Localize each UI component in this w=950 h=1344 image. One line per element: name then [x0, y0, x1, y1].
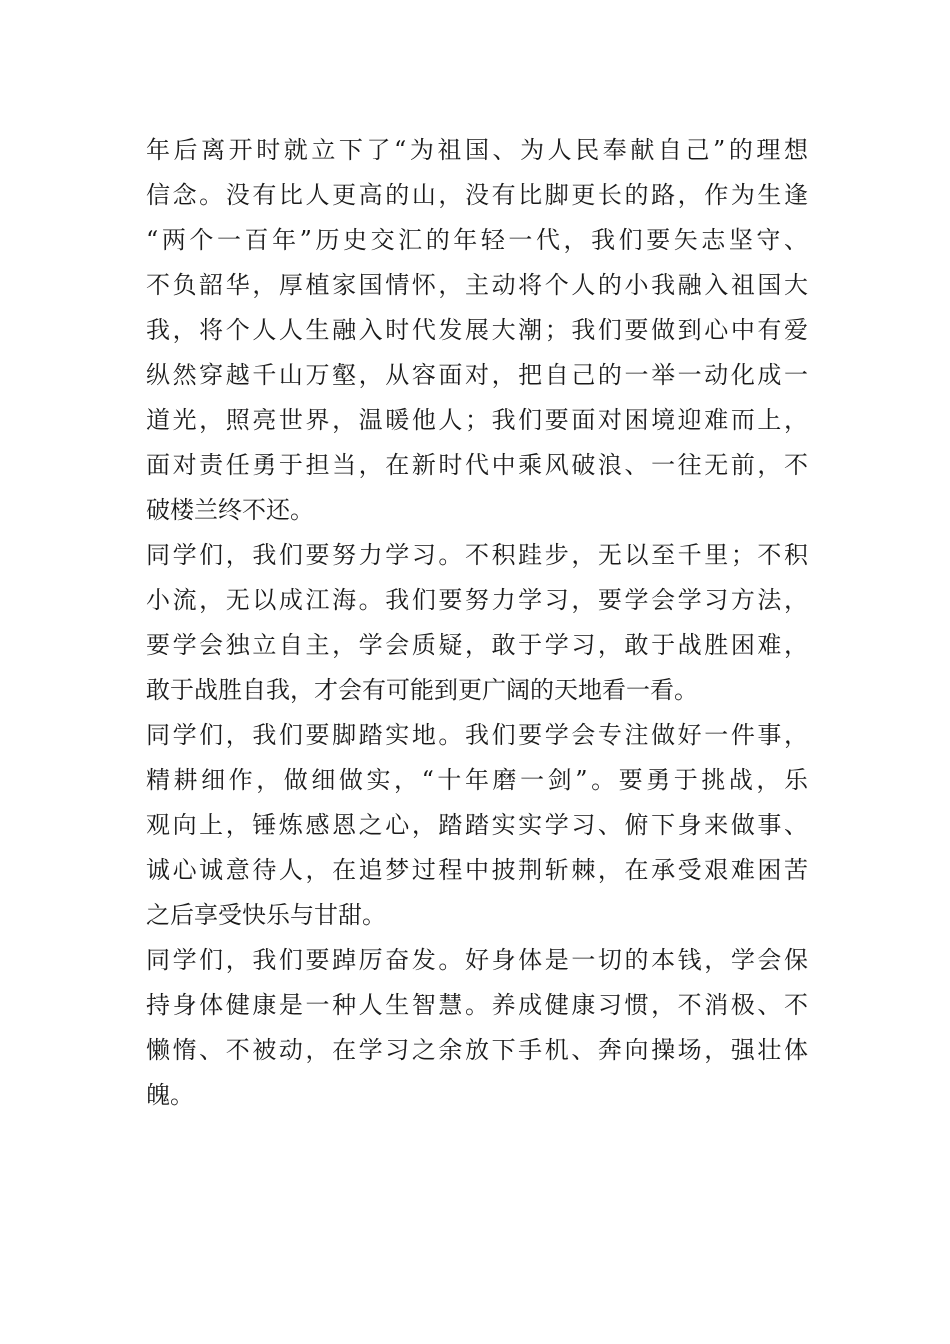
text-line: “两个一百年”历史交汇的年轻一代，我们要矢志坚守、 [146, 226, 808, 254]
paragraph-2 [146, 533, 808, 713]
text-line: 年后离开时就立下了“为祖国、为人民奉献自己”的理想 [146, 136, 808, 164]
text-line: 同学们，我们要脚踏实地。我们要学会专注做好一件事， [146, 721, 808, 749]
text-line: 敢于战胜自我，才会有可能到更广阔的天地看一看。 [146, 676, 698, 704]
text-line: 同学们，我们要踔厉奋发。好身体是一切的本钱，学会保 [146, 946, 808, 974]
text-line: 持身体健康是一种人生智慧。养成健康习惯，不消极、不 [146, 991, 808, 1019]
text-line: 之后享受快乐与甘甜。 [146, 901, 386, 929]
text-line: 道光，照亮世界，温暖他人；我们要面对困境迎难而上， [146, 406, 808, 434]
text-line: 不负韶华，厚植家国情怀，主动将个人的小我融入祖国大 [146, 271, 808, 299]
text-line: 我，将个人人生融入时代发展大潮；我们要做到心中有爱 [146, 316, 808, 344]
text-line: 面对责任勇于担当，在新时代中乘风破浪、一往无前，不 [146, 451, 808, 479]
text-line: 纵然穿越千山万壑，从容面对，把自己的一举一动化成一 [146, 361, 808, 389]
text-line: 同学们，我们要努力学习。不积跬步，无以至千里；不积 [146, 541, 808, 569]
text-line: 观向上，锤炼感恩之心，踏踏实实学习、俯下身来做事、 [146, 811, 808, 839]
text-line: 精耕细作，做细做实，“十年磨一剑”。要勇于挑战，乐 [146, 766, 808, 794]
document-body [146, 128, 808, 1118]
text-line: 小流，无以成江海。我们要努力学习，要学会学习方法， [146, 586, 808, 614]
text-line: 诚心诚意待人，在追梦过程中披荆斩棘，在承受艰难困苦 [146, 856, 808, 884]
text-line: 破楼兰终不还。 [146, 496, 314, 524]
text-line: 魄。 [146, 1081, 194, 1109]
paragraph-4 [146, 938, 808, 1118]
paragraph-3 [146, 713, 808, 938]
text-line: 要学会独立自主，学会质疑，敢于学习，敢于战胜困难， [146, 631, 808, 659]
text-line: 信念。没有比人更高的山，没有比脚更长的路，作为生逢 [146, 181, 808, 209]
paragraph-1 [146, 128, 808, 533]
text-line: 懒惰、不被动，在学习之余放下手机、奔向操场，强壮体 [146, 1036, 808, 1064]
